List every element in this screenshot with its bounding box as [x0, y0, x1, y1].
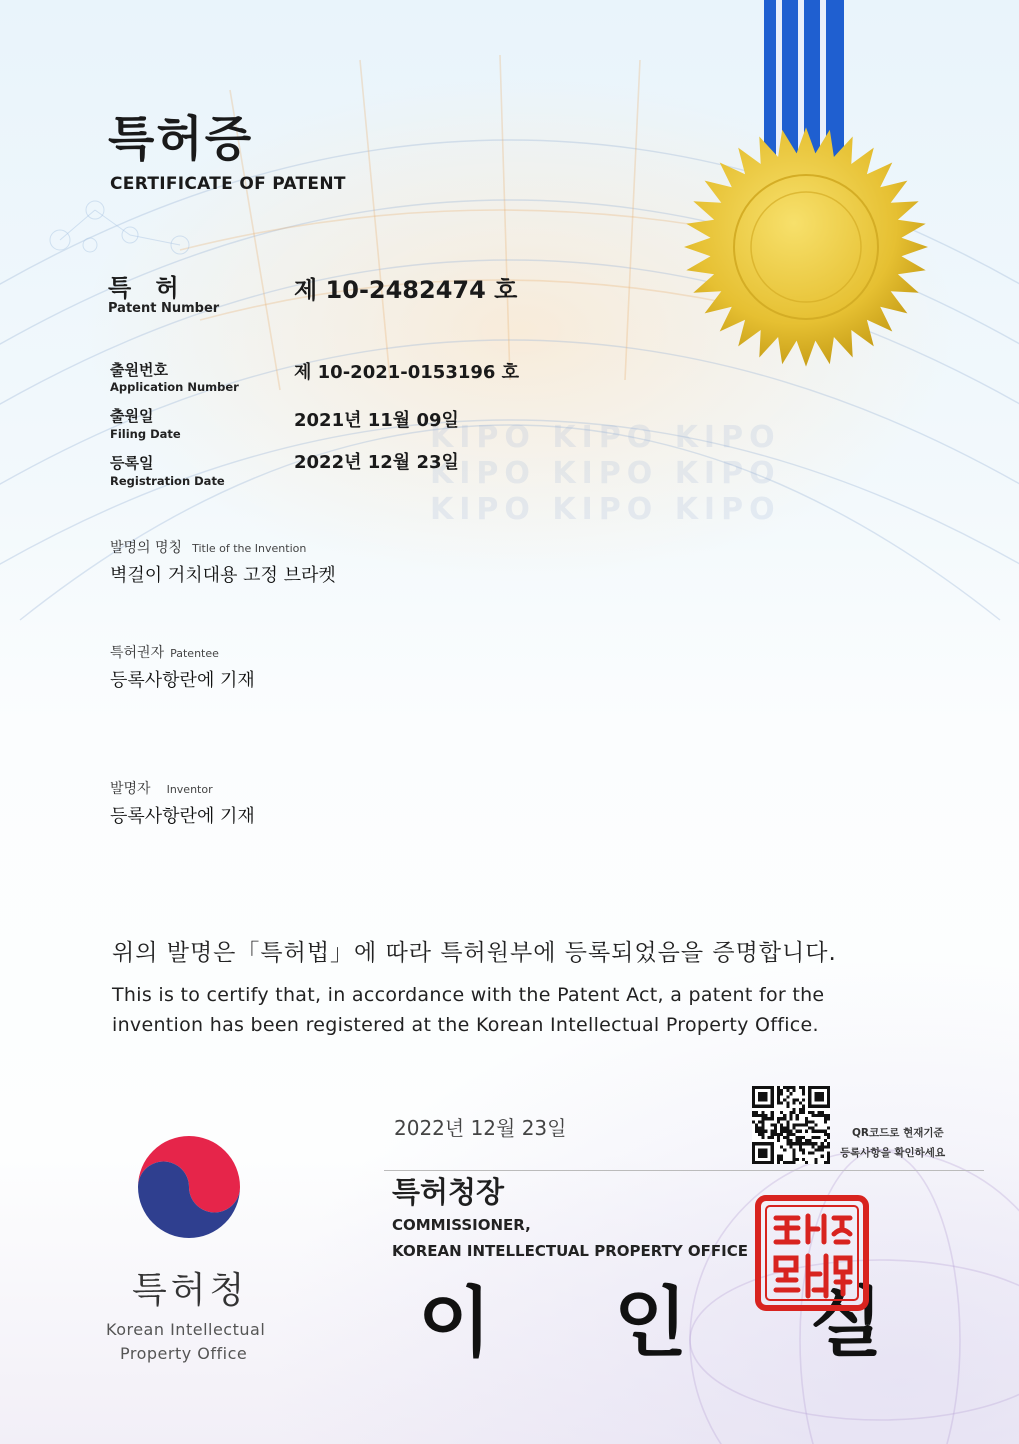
issue-date: 2022년 12월 23일: [394, 1116, 567, 1140]
filing-date-label-en: Filing Date: [110, 427, 181, 441]
certification-text-en: [112, 980, 824, 1040]
taegeuk-logo-icon: [128, 1126, 250, 1248]
invention-title-label: 발명의 명칭: [110, 540, 183, 556]
qr-code-icon[interactable]: [752, 1086, 830, 1164]
application-label-en: Application Number: [110, 380, 239, 394]
certificate-title-en: CERTIFICATE OF PATENT: [110, 174, 346, 194]
certificate-title: 특허증: [108, 111, 254, 167]
certification-text-en-line1: This is to certify that, in accordance with the Patent Act, a patent for the: [112, 984, 825, 1006]
qr-caption-line1: QR코드로 현재기준: [852, 1127, 944, 1139]
inventor-label: 발명자: [110, 781, 151, 797]
invention-title-label-row: [110, 537, 306, 557]
patent-label-en: Patent Number: [108, 301, 220, 316]
filing-date: 2021년 11월 09일: [294, 410, 459, 431]
application-number: 제 10-2021-0153196 호: [294, 362, 520, 383]
filing-date-label: 출원일: [110, 407, 154, 425]
organization-name-ko: 특허청: [132, 1270, 249, 1311]
patentee-label-row: [110, 642, 219, 662]
patentee-value: 등록사항란에 기재: [110, 670, 255, 691]
patent-number: 제 10-2482474 호: [294, 276, 518, 304]
patentee-label: 특허권자: [110, 645, 165, 661]
commissioner-title-en-line1: COMMISSIONER,: [392, 1216, 531, 1234]
invention-title: 벽걸이 거치대용 고정 브라켓: [110, 565, 336, 586]
registration-date: 2022년 12월 23일: [294, 452, 459, 473]
commissioner-title: 특허청장: [392, 1175, 505, 1209]
commissioner-title-en-line2: KOREAN INTELLECTUAL PROPERTY OFFICE: [392, 1242, 749, 1260]
patentee-label-en: Patentee: [170, 647, 219, 660]
kipo-watermark: KIPO KIPO KIPO KIPO KIPO KIPO KIPO KIPO KIPO: [430, 420, 781, 527]
qr-caption-line2: 등록사항을 확인하세요: [840, 1147, 946, 1159]
registration-date-label: 등록일: [110, 454, 154, 472]
patent-label: 특 허: [108, 274, 187, 302]
application-label: 출원번호: [110, 361, 168, 379]
gold-seal-icon: [676, 122, 936, 372]
registration-date-label-en: Registration Date: [110, 474, 225, 488]
inventor-label-en: Inventor: [166, 783, 213, 796]
commissioner-signature: 이 인 실: [418, 1278, 932, 1367]
certification-text-en-line2: invention has been registered at the Korean Intellectual Property Office.: [112, 1014, 819, 1036]
invention-title-label-en: Title of the Invention: [192, 542, 307, 555]
certification-text-ko: 위의 발명은「특허법」에 따라 특허원부에 등록되었음을 증명합니다.: [112, 940, 837, 966]
organization-name-en-line1: Korean Intellectual: [106, 1320, 266, 1339]
organization-name-en-line2: Property Office: [120, 1344, 248, 1363]
inventor-label-row: [110, 778, 213, 798]
official-red-seal-icon: [754, 1194, 870, 1312]
inventor-value: 등록사항란에 기재: [110, 806, 255, 827]
